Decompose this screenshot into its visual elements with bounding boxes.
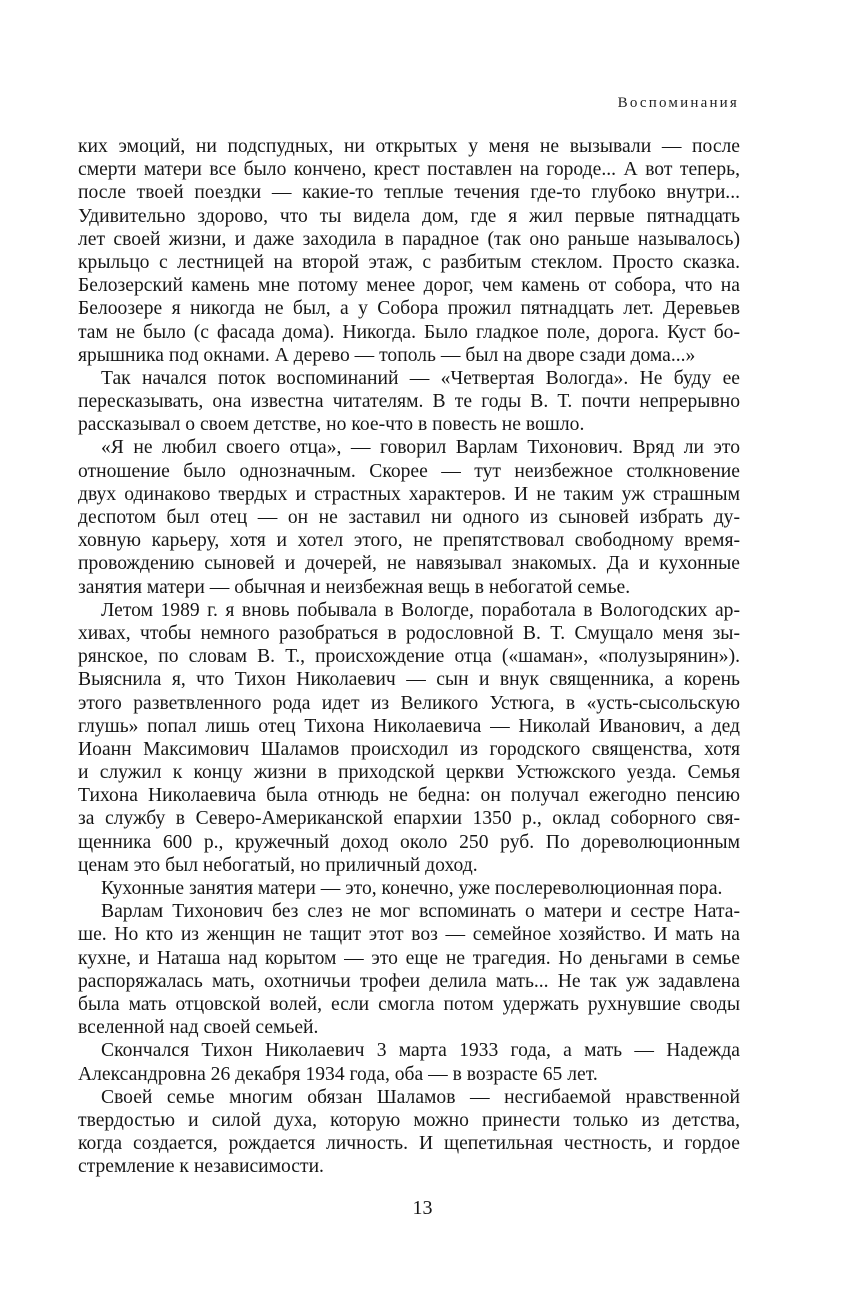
paragraph — [78, 1039, 740, 1085]
paragraph — [78, 367, 740, 437]
text-line: была мать отцовской волей, если смогла потом удержать рухнувшие своды — [78, 993, 740, 1015]
page-number: 13 — [412, 1197, 433, 1219]
body-text — [78, 135, 740, 1178]
paragraph — [78, 1086, 740, 1179]
text-line: и служил к концу жизни в приходской церкви Устюжского уезда. Семья — [78, 762, 740, 784]
text-line: Белозерский камень мне потому менее дорог, чем камень от собора, что на — [78, 275, 740, 297]
text-line: «Я не любил своего отца», — говорил Варлам Тихонович. Вряд ли это — [101, 437, 740, 459]
text-line: хивах, чтобы немного разобраться в родословной В. Т. Смущало меня зы- — [78, 622, 740, 644]
text-line: Иоанн Максимович Шаламов происходил из городского священства, хотя — [78, 738, 740, 760]
text-line: рассказывал о своем детстве, но кое-что в повесть не вошло. — [78, 414, 585, 436]
text-line: лет своей жизни, и даже заходила в парадное (так оно раньше называлось) — [78, 228, 740, 250]
text-line: Своей семье многим обязан Шаламов — несгибаемой нравственной — [101, 1086, 740, 1108]
text-line: ценам это был небогатый, но приличный доход. — [78, 854, 478, 876]
text-line: Скончался Тихон Николаевич 3 марта 1933 года, а мать — Надежда — [101, 1040, 740, 1062]
text-line: Летом 1989 г. я вновь побывала в Вологде, поработала в Вологодских ар- — [101, 599, 740, 621]
running-head: Воспоминания — [617, 95, 739, 111]
text-line: ше. Но кто из женщин не тащит этот воз — семейное хозяйство. И мать на — [78, 924, 740, 946]
text-line: занятия матери — обычная и неизбежная вещь в небогатой семье. — [78, 576, 631, 598]
text-line: вселенной над своей семьей. — [78, 1017, 319, 1039]
text-line: глушь» попал лишь отец Тихона Николаевича — Николай Иванович, а дед — [78, 715, 740, 737]
text-line: пересказывать, она известна читателям. В те годы В. Т. почти непрерывно — [78, 391, 740, 413]
paragraph — [78, 436, 740, 598]
text-line: распоряжалась мать, охотничьи трофеи делила мать... Не так уж задавлена — [78, 970, 740, 992]
text-line: за службу в Северо-Американской епархии 1350 р., оклад соборного свя- — [78, 808, 740, 830]
text-line: деспотом был отец — он не заставил ни одного из сыновей избрать ду- — [78, 507, 740, 528]
text-line: стремление к независимости. — [78, 1156, 324, 1178]
text-line: смерти матери все было кончено, крест поставлен на городе... А вот теперь, — [78, 159, 740, 181]
text-line: ких эмоций, ни подспудных, ни открытых у меня не вызывали — после — [78, 136, 740, 157]
text-line: Так начался поток воспоминаний — «Четвертая Вологда». Не буду ее — [101, 367, 740, 389]
text-line: рянское, по словам В. Т., происхождение отца («шаман», «полузырянин»). — [78, 646, 740, 668]
text-line: после твоей поездки — какие-то теплые течения где-то глубоко внутри... — [78, 182, 740, 204]
text-line: Выяснила я, что Тихон Николаевич — сын и внук священника, а корень — [78, 669, 740, 691]
text-line: Варлам Тихонович без слез не мог вспоминать о матери и сестре Ната- — [101, 901, 740, 923]
text-line: отношение было однозначным. Скорее — тут неизбежное столкновение — [78, 460, 740, 482]
text-line: провождению сыновей и дочерей, не навязывал знакомых. Да и кухонные — [78, 553, 740, 575]
text-line: когда создается, рождается личность. И щепетильная честность, и гордое — [78, 1133, 740, 1155]
text-line: кухне, и Наташа над корытом — это еще не трагедия. Но деньгами в семье — [78, 947, 740, 969]
text-line: ховную карьеру, хотя и хотел этого, не препятствовал свободному время- — [78, 530, 740, 552]
text-line: там не было (с фасада дома). Никогда. Было гладкое поле, дорога. Куст бо- — [78, 321, 740, 343]
text-line: Александровна 26 декабря 1934 года, оба — в возрасте 65 лет. — [78, 1063, 598, 1085]
text-line: этого разветвленного рода идет из Великого Устюга, в «усть-сысольскую — [78, 692, 740, 714]
paragraph — [78, 135, 740, 367]
paragraph — [78, 900, 740, 1039]
text-line: двух одинаково твердых и страстных характеров. И не таким уж страшным — [78, 483, 740, 505]
text-line: Белоозере я никогда не был, а у Собора прожил пятнадцать лет. Деревьев — [78, 298, 740, 320]
text-line: крыльцо с лестницей на второй этаж, с разбитым стеклом. Просто сказка. — [78, 251, 740, 273]
paragraph — [78, 877, 740, 900]
text-line: ярышника под окнами. А дерево — тополь — был на дворе сзади дома...» — [78, 344, 696, 366]
paragraph — [78, 599, 740, 877]
text-line: Удивительно здорово, что ты видела дом, где я жил первые пятнадцать — [78, 205, 740, 227]
text-line: Тихона Николаевича была отнюдь не бедна: он получал ежегодно пенсию — [78, 785, 740, 807]
text-line: Кухонные занятия матери — это, конечно, уже послереволюционная пора. — [101, 878, 723, 899]
text-line: твердостью и силой духа, которую можно принести только из детства, — [78, 1109, 740, 1131]
text-line: щенника 600 р., кружечный доход около 250 руб. По дореволюционным — [78, 831, 740, 853]
